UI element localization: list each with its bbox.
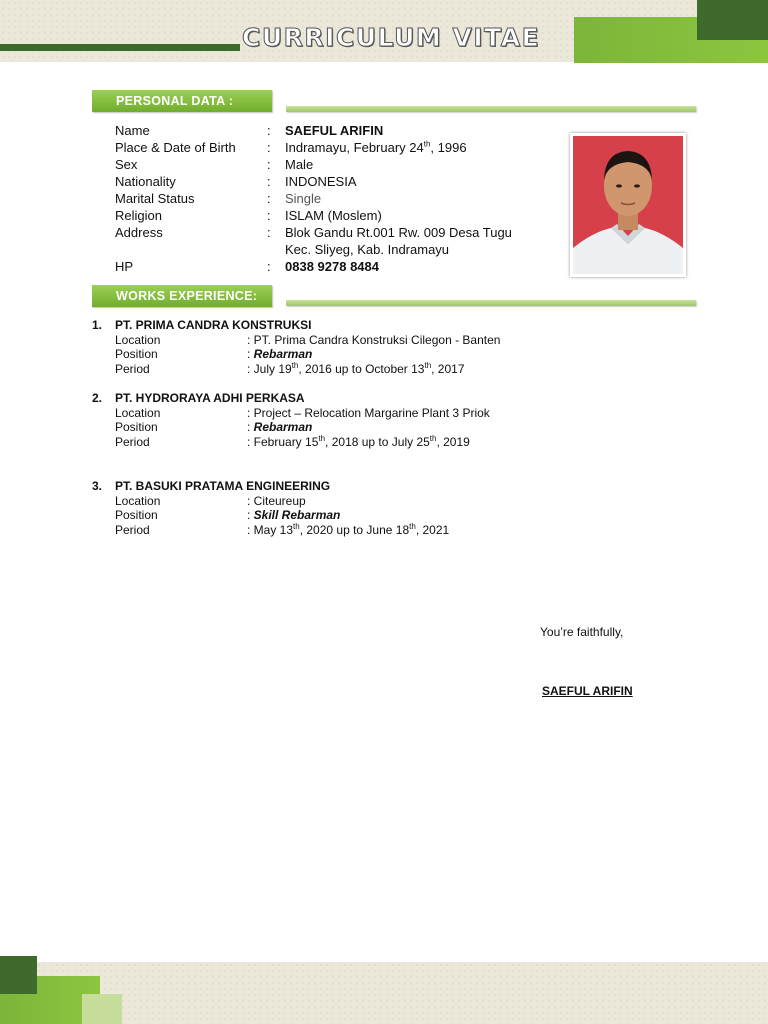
works-experience-header: WORKS EXPERIENCE:: [92, 285, 272, 307]
job-entry: [92, 318, 501, 376]
personal-data-rule: [286, 106, 696, 112]
pd-value-birth: Indramayu, February 24th, 1996: [285, 139, 467, 155]
job-company: 2. PT. HYDRORAYA ADHI PERKASA: [92, 391, 305, 405]
pd-value-hp: 0838 9278 8484: [285, 259, 379, 274]
job-company: 3. PT. BASUKI PRATAMA ENGINEERING: [92, 479, 331, 493]
works-experience-rule: [286, 300, 696, 306]
profile-photo: [570, 133, 686, 277]
job-entry: [92, 479, 450, 537]
pd-value-religion: ISLAM (Moslem): [285, 208, 382, 223]
job-period: Period : May 13th, 2020 up to June 18th, 2021: [115, 521, 450, 537]
footer-light-block: [82, 994, 122, 1024]
pd-label: Nationality: [115, 174, 176, 189]
job-position: Position : Rebarman: [115, 420, 313, 435]
job-position: Position : Rebarman: [115, 347, 313, 362]
pd-label: HP: [115, 259, 134, 274]
pd-label: Sex: [115, 157, 138, 172]
pd-value-sex: Male: [285, 157, 314, 172]
job-period: Period : February 15th, 2018 up to July 25th, 2019: [115, 433, 470, 449]
personal-data-header: PERSONAL DATA :: [92, 90, 272, 112]
footer-dark-block: [0, 956, 37, 994]
pd-colon: :: [267, 225, 271, 240]
pd-colon: :: [267, 157, 271, 172]
job-location: Location : Citeureup: [115, 493, 306, 508]
job-period: Period : July 19th, 2016 up to October 13th, 2017: [115, 360, 465, 376]
job-location: Location : Project – Relocation Margarine Plant 3 Priok: [115, 405, 490, 420]
pd-label: Address: [115, 225, 163, 240]
pd-value-address-line2: Kec. Sliyeg, Kab. Indramayu: [285, 242, 450, 257]
pd-value-marital: Single: [285, 191, 322, 206]
pd-value-name: SAEFUL ARIFIN: [285, 123, 384, 138]
signer-name: SAEFUL ARIFIN: [542, 684, 633, 698]
pd-colon: :: [267, 174, 271, 189]
pd-colon: :: [267, 123, 271, 138]
pd-value-address: Blok Gandu Rt.001 Rw. 009 Desa Tugu: [285, 225, 512, 240]
pd-label: Place & Date of Birth: [115, 140, 236, 155]
job-location: Location : PT. Prima Candra Konstruksi Cilegon - Banten: [115, 332, 501, 347]
pd-label: Name: [115, 123, 150, 138]
header-dark-stripe: [0, 44, 240, 51]
closing-text: You’re faithfully,: [540, 625, 624, 639]
pd-colon: :: [267, 140, 271, 155]
pd-label: Marital Status: [115, 191, 195, 206]
portrait-icon: [573, 136, 683, 274]
pd-colon: :: [267, 208, 271, 223]
pd-value-nationality: INDONESIA: [285, 174, 357, 189]
page-title: CURRICULUM VITAE: [242, 23, 541, 52]
pd-colon: :: [267, 259, 271, 274]
job-company: 1. PT. PRIMA CANDRA KONSTRUKSI: [92, 318, 312, 332]
job-position: Position : Skill Rebarman: [115, 508, 341, 523]
header-dark-block: [697, 0, 768, 40]
pd-label: Religion: [115, 208, 162, 223]
job-entry: [92, 391, 490, 449]
pd-colon: :: [267, 191, 271, 206]
